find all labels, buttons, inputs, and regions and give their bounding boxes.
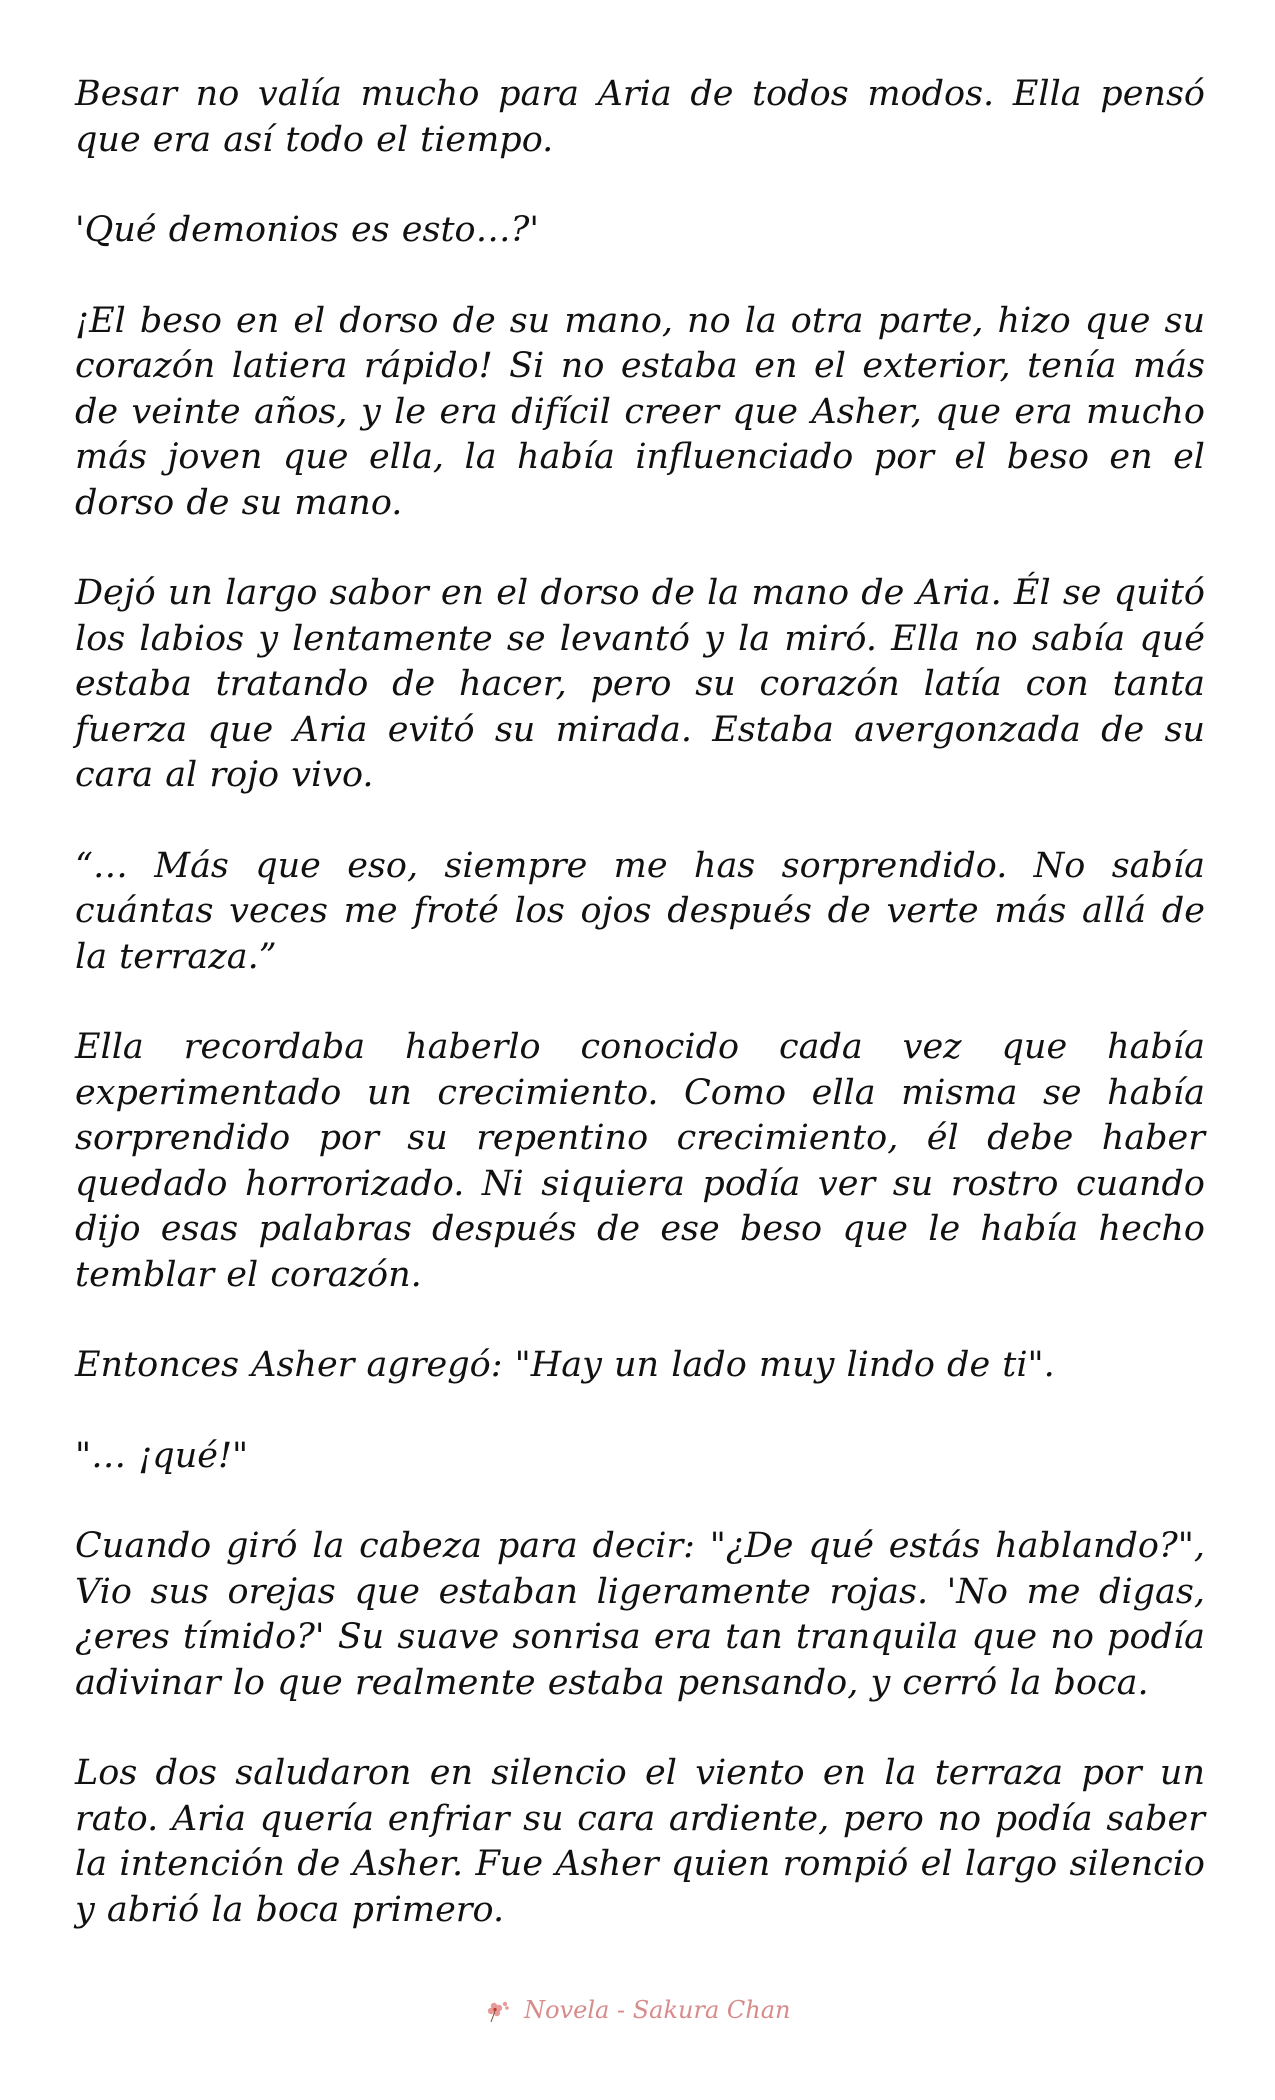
paragraph-3: ¡El beso en el dorso de su mano, no la otra parte, hizo que su corazón latiera rápido! Si no estaba en el exterior, tenía más de veinte años, y le era difícil creer que Asher, que era mucho más joven que ella, la había influenciado por el beso en el dorso de su mano. [75,300,1205,523]
paragraph-7: Entonces Asher agregó: "Hay un lado muy lindo de ti". [75,1345,1055,1385]
paragraph-4: Dejó un largo sabor en el dorso de la mano de Aria. Él se quitó los labios y lentamente se levantó y la miró. Ella no sabía qué estaba tratando de hacer, pero su corazón latía con tanta fuerza que Aria evitó su mirada. Estaba avergonzada de su cara al rojo vivo. [75,573,1205,795]
footer-watermark [0,1990,1275,2030]
footer-text: Novela - Sakura Chan [524,1996,791,2024]
sakura-flower-icon [485,1999,511,2025]
paragraph-6: Ella recordaba haberlo conocido cada vez que había experimentado un crecimiento. Como ella misma se había sorprendido por su repentino crecimiento, él debe haber quedado horrorizado. Ni siquiera podía ver su rostro cuando dijo esas palabras después de ese beso que le había hecho temblar el corazón. [75,1027,1205,1295]
paragraph-8: "… ¡qué!" [75,1435,249,1476]
paragraph-2: 'Qué demonios es esto…?' [75,210,539,250]
paragraph-5: “… Más que eso, siempre me has sorprendido. No sabía cuántas veces me froté los ojos después de verte más allá de la terraza.” [75,845,1205,977]
document-page [75,72,1205,2062]
paragraph-10: Los dos saludaron en silencio el viento en la terraza por un rato. Aria quería enfriar su cara ardiente, pero no podía saber la intención de Asher. Fue Asher quien rompió el largo silencio y abrió la boca primero. [75,1753,1205,1930]
paragraph-9: Cuando giró la cabeza para decir: "¿De qué estás hablando?", Vio sus orejas que estaban ligeramente rojas. 'No me digas, ¿eres tímido?' Su suave sonrisa era tan tranquila que no podía adivinar lo que realmente estaba pensando, y cerró la boca. [75,1526,1205,1703]
paragraph-1: Besar no valía mucho para Aria de todos modos. Ella pensó que era así todo el tiempo. [75,74,1205,160]
